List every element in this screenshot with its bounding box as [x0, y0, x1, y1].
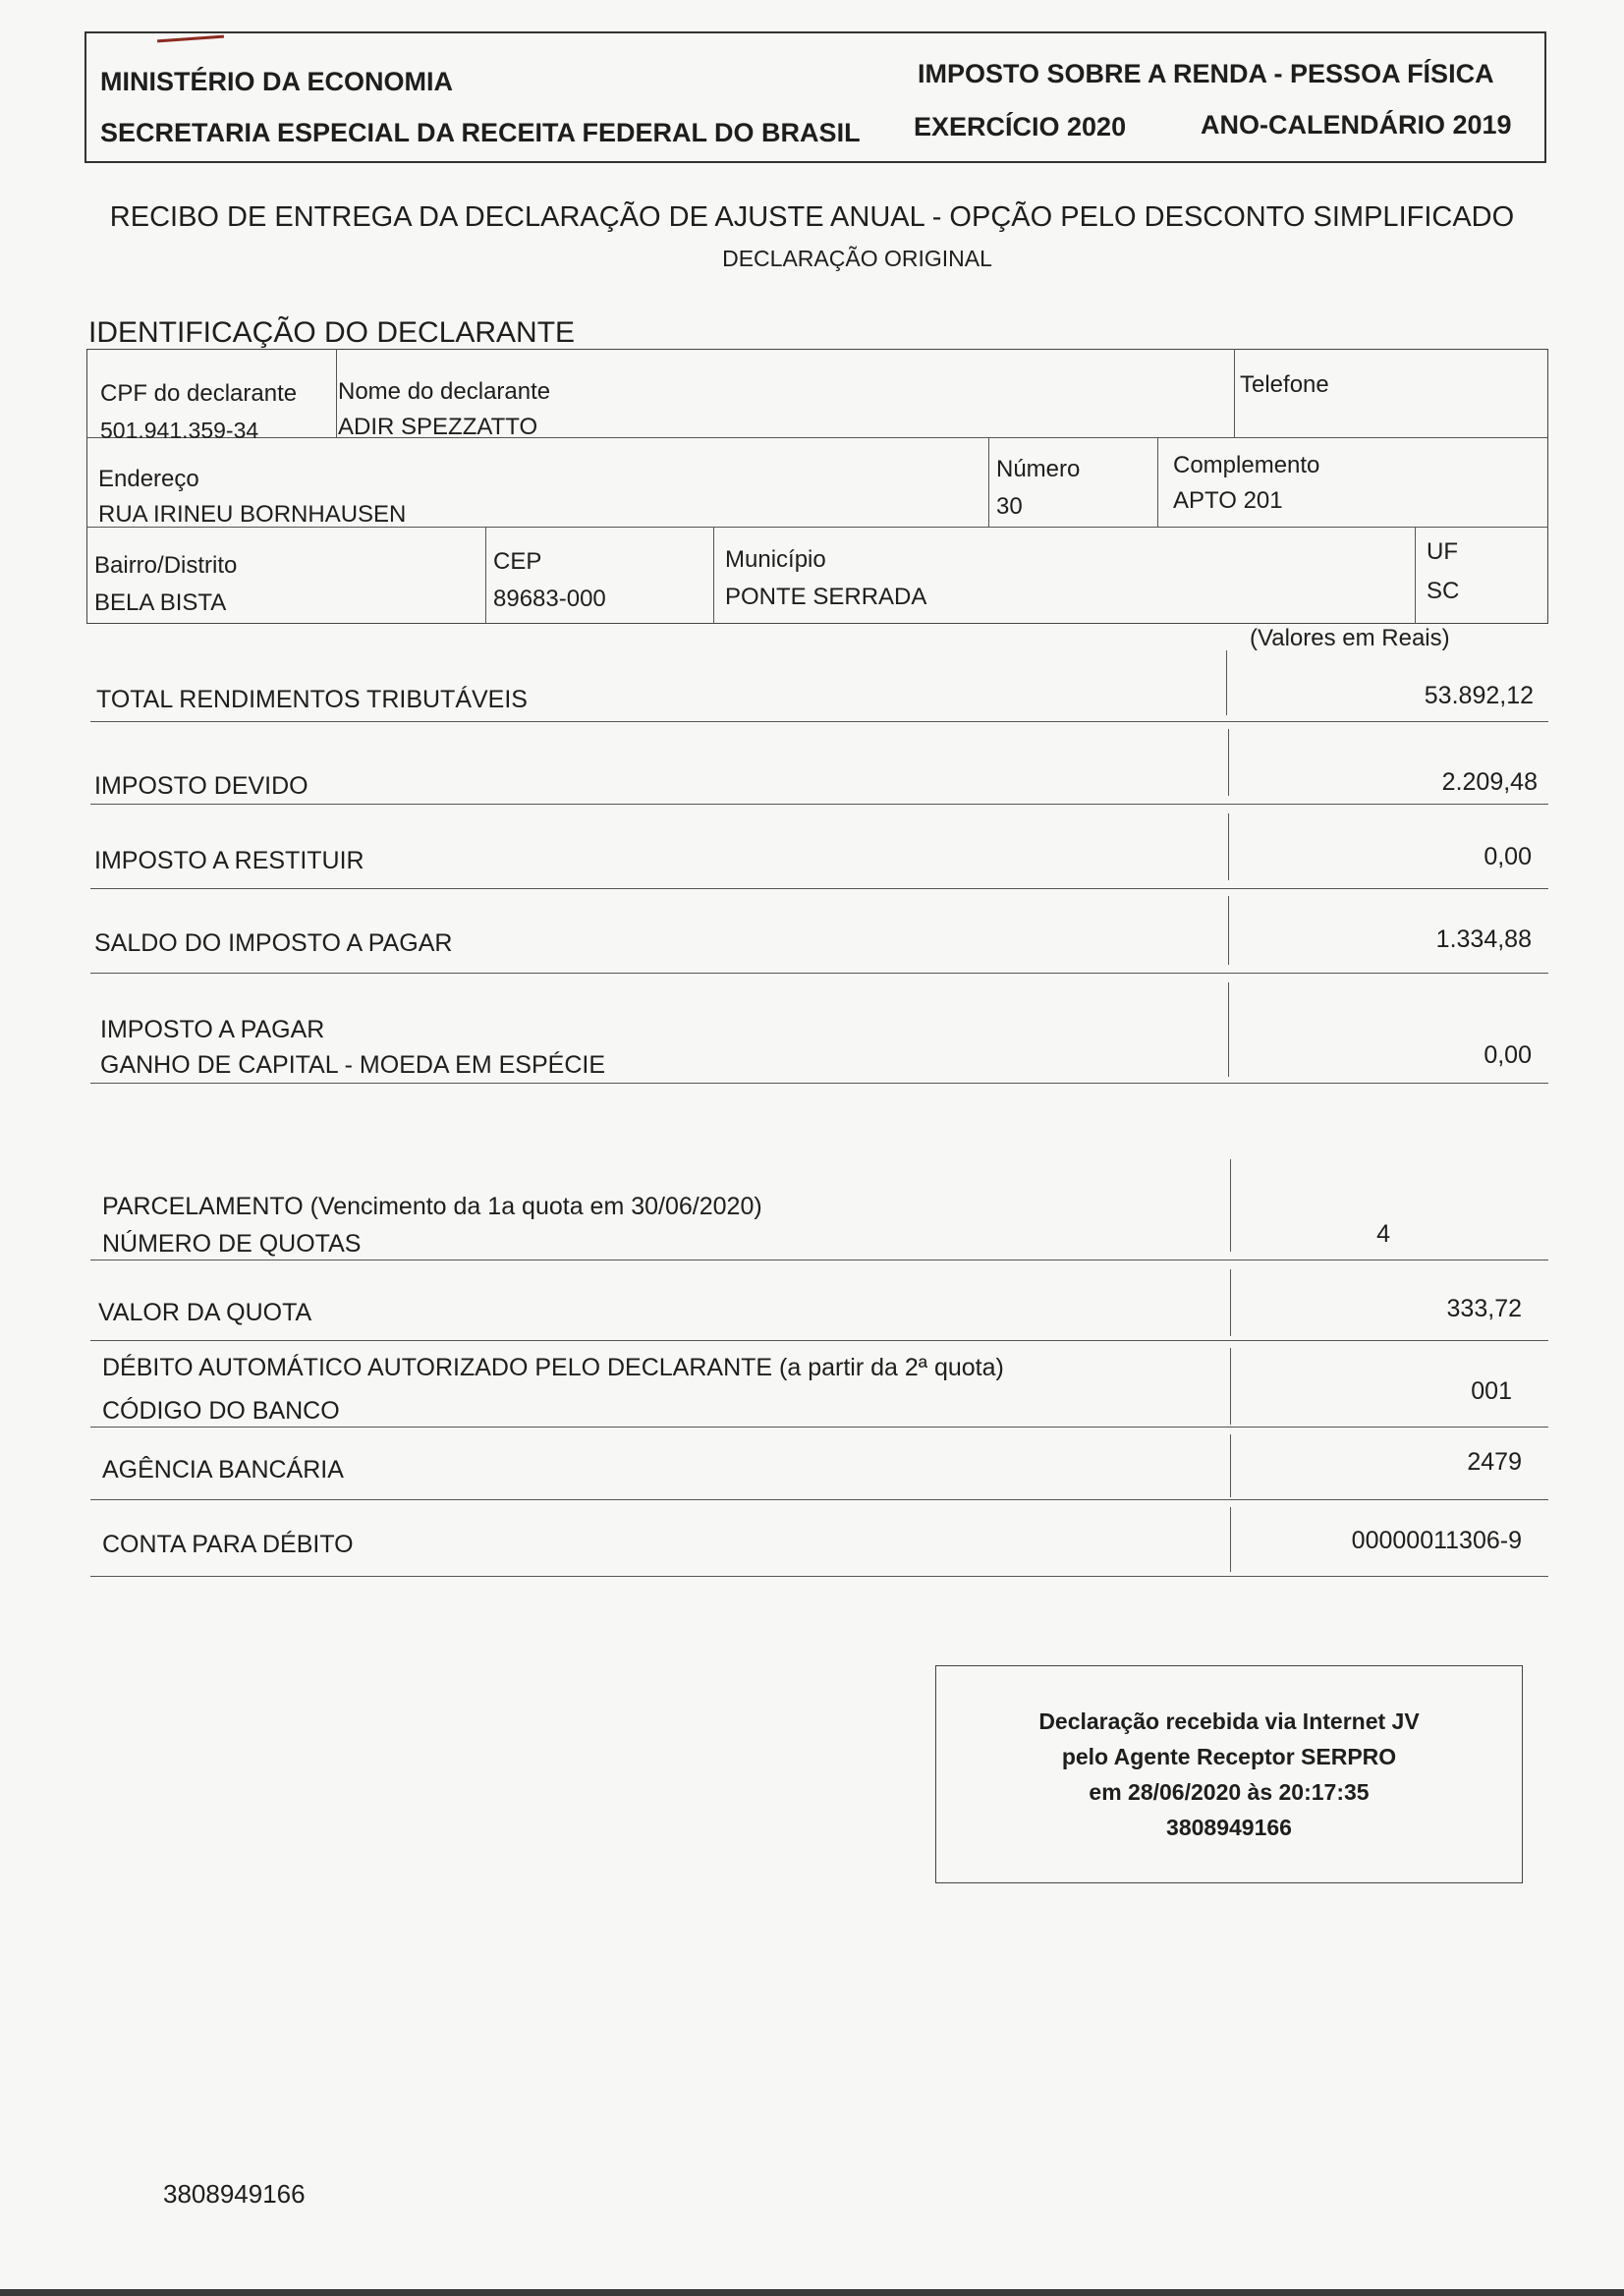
agencia-label: AGÊNCIA BANCÁRIA — [102, 1456, 344, 1484]
table-divider — [713, 527, 714, 624]
receipt-box — [935, 1665, 1523, 1883]
cpf-value: 501.941.359-34 — [100, 418, 259, 443]
parcelamento-value: 4 — [1376, 1220, 1390, 1248]
number-value: 30 — [996, 493, 1023, 520]
row-rule — [90, 1083, 1548, 1084]
identification-table — [86, 349, 1548, 624]
city-label: Município — [725, 546, 826, 573]
table-divider — [988, 437, 989, 527]
row-divider — [1230, 1434, 1231, 1497]
name-value: ADIR SPEZZATTO — [338, 414, 538, 440]
district-label: Bairro/Distrito — [94, 552, 238, 579]
debito-label-1: DÉBITO AUTOMÁTICO AUTORIZADO PELO DECLARANTE (a partir da 2ª quota) — [102, 1354, 1004, 1381]
debito-label-2: CÓDIGO DO BANCO — [102, 1397, 340, 1425]
row-rule — [90, 1427, 1548, 1428]
ministry-label: MINISTÉRIO DA ECONOMIA — [100, 67, 454, 96]
identification-title: IDENTIFICAÇÃO DO DECLARANTE — [88, 316, 576, 349]
parcelamento-label-2: NÚMERO DE QUOTAS — [102, 1230, 362, 1258]
imposto-devido-value: 2.209,48 — [1441, 768, 1538, 796]
row-rule — [90, 1499, 1548, 1500]
row-rule — [90, 973, 1548, 974]
table-divider — [1157, 437, 1158, 527]
footer-code: 3808949166 — [163, 2179, 306, 2209]
page-edge — [0, 2289, 1624, 2296]
phone-label: Telefone — [1240, 371, 1329, 398]
address-label: Endereço — [98, 466, 199, 492]
total-rendimentos-label: TOTAL RENDIMENTOS TRIBUTÁVEIS — [96, 686, 528, 713]
values-note: (Valores em Reais) — [1250, 625, 1450, 651]
table-divider — [336, 349, 337, 437]
total-rendimentos-value: 53.892,12 — [1424, 682, 1534, 709]
row-divider — [1228, 982, 1229, 1077]
table-divider — [485, 527, 486, 624]
table-divider — [1234, 349, 1235, 437]
conta-label: CONTA PARA DÉBITO — [102, 1531, 354, 1558]
secretariat-label: SECRETARIA ESPECIAL DA RECEITA FEDERAL DO BRASIL — [100, 118, 861, 147]
cep-value: 89683-000 — [493, 586, 606, 612]
calendar-year-label: ANO-CALENDÁRIO 2019 — [1201, 110, 1512, 140]
saldo-pagar-label: SALDO DO IMPOSTO A PAGAR — [94, 929, 453, 957]
codigo-banco-value: 001 — [1471, 1377, 1512, 1405]
row-rule — [90, 1340, 1548, 1341]
document-title: RECIBO DE ENTREGA DA DECLARAÇÃO DE AJUSTE ANUAL - OPÇÃO PELO DESCONTO SIMPLIFICADO — [109, 201, 1515, 233]
address-value: RUA IRINEU BORNHAUSEN — [98, 501, 407, 528]
ganho-capital-value: 0,00 — [1484, 1041, 1532, 1069]
row-divider — [1228, 896, 1229, 965]
row-rule — [90, 1576, 1548, 1577]
receipt-line-2: pelo Agente Receptor SERPRO — [1061, 1744, 1397, 1769]
ganho-capital-label-2: GANHO DE CAPITAL - MOEDA EM ESPÉCIE — [100, 1051, 605, 1079]
valor-quota-label: VALOR DA QUOTA — [98, 1299, 312, 1326]
row-divider — [1230, 1269, 1231, 1336]
row-rule — [90, 721, 1548, 722]
row-rule — [90, 888, 1548, 889]
row-divider — [1230, 1507, 1231, 1572]
row-rule — [90, 804, 1548, 805]
district-value: BELA BISTA — [94, 589, 227, 616]
imposto-restituir-label: IMPOSTO A RESTITUIR — [94, 847, 364, 874]
row-divider — [1228, 729, 1229, 796]
ganho-capital-label-1: IMPOSTO A PAGAR — [100, 1016, 325, 1043]
receipt-line-1: Declaração recebida via Internet JV — [1038, 1708, 1420, 1734]
imposto-devido-label: IMPOSTO DEVIDO — [94, 772, 308, 800]
imposto-restituir-value: 0,00 — [1484, 843, 1532, 870]
name-label: Nome do declarante — [338, 378, 551, 405]
number-label: Número — [996, 456, 1081, 482]
row-divider — [1226, 650, 1227, 715]
cpf-label: CPF do declarante — [100, 380, 298, 407]
agencia-value: 2479 — [1467, 1448, 1522, 1476]
complement-label: Complemento — [1173, 452, 1320, 478]
tax-label: IMPOSTO SOBRE A RENDA - PESSOA FÍSICA — [918, 59, 1494, 88]
cep-label: CEP — [493, 548, 542, 575]
uf-value: SC — [1427, 578, 1460, 604]
complement-value: APTO 201 — [1173, 487, 1283, 514]
table-divider — [86, 437, 1548, 438]
row-divider — [1230, 1348, 1231, 1425]
city-value: PONTE SERRADA — [725, 584, 927, 610]
saldo-pagar-value: 1.334,88 — [1435, 925, 1532, 953]
document-subtitle: DECLARAÇÃO ORIGINAL — [722, 246, 992, 271]
parcelamento-label-1: PARCELAMENTO (Vencimento da 1a quota em 30/06/2020) — [102, 1193, 762, 1220]
table-divider — [1415, 527, 1416, 624]
exercise-label: EXERCÍCIO 2020 — [914, 112, 1127, 141]
receipt-line-3: em 28/06/2020 às 20:17:35 — [1089, 1779, 1370, 1805]
valor-quota-value: 333,72 — [1446, 1295, 1522, 1322]
row-divider — [1230, 1159, 1231, 1252]
uf-label: UF — [1427, 538, 1458, 565]
conta-value: 00000011306-9 — [1351, 1527, 1522, 1554]
receipt-line-4: 3808949166 — [1166, 1815, 1292, 1840]
row-divider — [1228, 813, 1229, 880]
